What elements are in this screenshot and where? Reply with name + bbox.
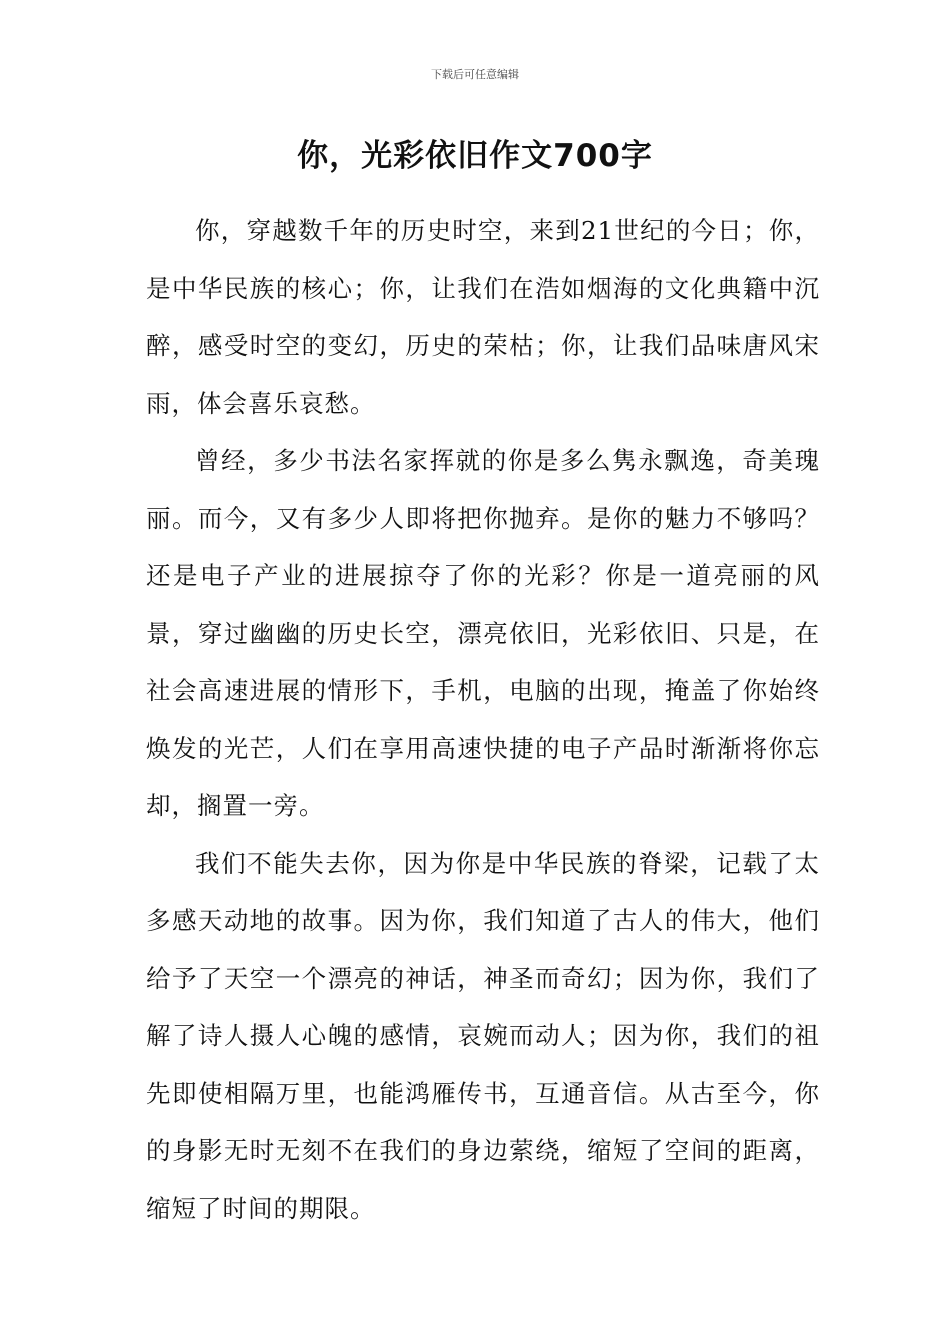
- header-note: 下载后可任意编辑: [431, 68, 519, 81]
- article-body: [146, 202, 820, 1237]
- paragraph-1: 你，穿越数千年的历史时空，来到21世纪的今日；你，是中华民族的核心；你，让我们在浩如烟海的文化典籍中沉醉，感受时空的变幻，历史的荣枯；你，让我们品味唐风宋雨，体会喜乐哀愁。: [146, 216, 820, 418]
- paragraph-2: 曾经，多少书法名家挥就的你是多么隽永飘逸，奇美瑰丽。而今，又有多少人即将把你抛弃。是你的魅力不够吗？还是电子产业的进展掠夺了你的光彩？你是一道亮丽的风景，穿过幽幽的历史长空，漂亮依旧，光彩依旧、只是，在社会高速进展的情形下，手机，电脑的出现，掩盖了你始终焕发的光芒，人们在享用高速快捷的电子产品时渐渐将你忘却，搁置一旁。: [146, 446, 820, 820]
- page-title: 你，光彩依旧作文700字: [297, 138, 653, 174]
- paragraph-3: 我们不能失去你，因为你是中华民族的脊梁，记载了太多感天动地的故事。因为你，我们知道了古人的伟大，他们给予了天空一个漂亮的神话，神圣而奇幻；因为你，我们了解了诗人摄人心魄的感情，哀婉而动人；因为你，我们的祖先即使相隔万里，也能鸿雁传书，互通音信。从古至今，你的身影无时无刻不在我们的身边萦绕，缩短了空间的距离，缩短了时间的期限。: [146, 848, 820, 1223]
